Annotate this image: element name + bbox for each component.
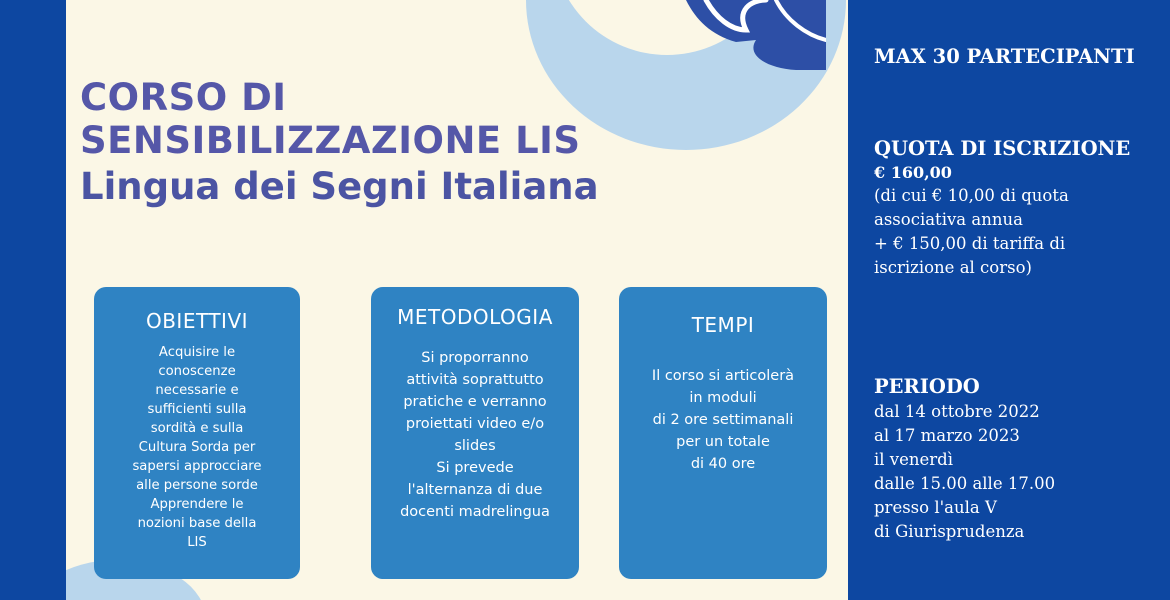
- period-block: [874, 374, 1055, 544]
- card-metodologia: [371, 287, 579, 579]
- course-title: [80, 76, 599, 212]
- card-body: Si proporranno attività soprattutto pratiche e verranno proiettati video e/o slides Si prevede l'alternanza di due docenti madrelingua: [400, 350, 550, 520]
- fee-block: [874, 136, 1130, 280]
- participants-block: [874, 44, 1135, 70]
- title-subtitle: Lingua dei Segni Italiana: [80, 165, 599, 208]
- card-heading: OBIETTIVI: [145, 309, 249, 333]
- card-tempi: [619, 287, 827, 579]
- title-line-1: CORSO DI: [80, 76, 287, 119]
- course-poster: [66, 0, 848, 600]
- card-heading: METODOLOGIA: [397, 305, 553, 329]
- card-heading: TEMPI: [691, 313, 755, 337]
- participants-label: MAX 30 PARTECIPANTI: [874, 45, 1135, 68]
- card-obiettivi: [94, 287, 300, 579]
- fee-amount: € 160,00: [874, 163, 952, 182]
- card-body: Il corso si articolerà in moduli di 2 ore settimanali per un totale di 40 ore: [651, 368, 795, 472]
- period-heading: PERIODO: [874, 375, 980, 398]
- info-sidebar: [848, 0, 1170, 600]
- fee-detail: (di cui € 10,00 di quota associativa annua + € 150,00 di tariffa di iscrizione al corso): [874, 186, 1069, 277]
- fee-heading: QUOTA DI ISCRIZIONE: [874, 137, 1131, 160]
- hand-sign-icon: [676, 0, 826, 70]
- card-body: Acquisire le conoscenze necessarie e sufficienti sulla sordità e sulla Cultura Sorda per sapersi approcciare alle persone sorde Apprendere le nozioni base della LIS: [132, 345, 262, 550]
- period-detail: dal 14 ottobre 2022 al 17 marzo 2023 il venerdì dalle 15.00 alle 17.00 presso l'aula V di Giurisprudenza: [874, 402, 1056, 541]
- title-line-2: SENSIBILIZZAZIONE LIS: [80, 119, 581, 162]
- left-border-strip: [0, 0, 66, 600]
